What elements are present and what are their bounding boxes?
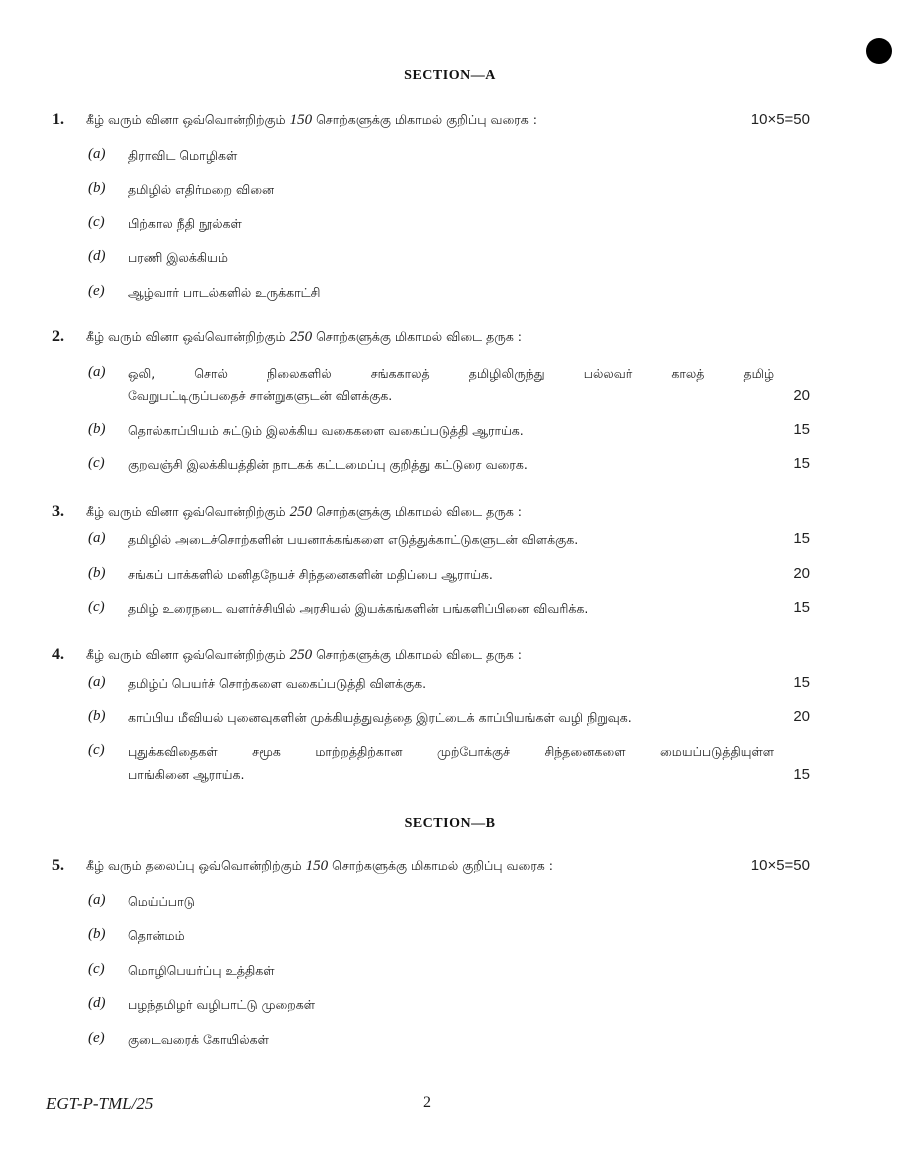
part-marks: 20	[793, 708, 810, 725]
instruction-post: சொற்களுக்கு மிகாமல் குறிப்பு வரைக :	[316, 112, 537, 127]
part-label: (a)	[88, 146, 106, 162]
part-text: குறவஞ்சி இலக்கியத்தின் நாடகக் கட்டமைப்பு குறித்து கட்டுரை வரைக.	[128, 457, 528, 472]
question-number: 2.	[52, 328, 64, 345]
part-text-line-2: வேறுபட்டிருப்பதைச் சான்றுகளுடன் விளக்குக.	[128, 388, 393, 403]
part-label: (a)	[88, 530, 106, 546]
question-marks: 10×5=50	[750, 857, 810, 874]
part-marks: 15	[793, 674, 810, 691]
part-text: தமிழில் அடைச்சொற்களின் பயனாக்கங்களை எடுத்துக்காட்டுகளுடன் விளக்குக.	[128, 532, 579, 547]
part-text-line-2: பாங்கினை ஆராய்க.	[128, 767, 245, 782]
part-text: குடைவரைக் கோயில்கள்	[128, 1032, 269, 1047]
part-label: (b)	[88, 565, 106, 581]
question-instruction	[86, 504, 522, 521]
part-marks: 15	[793, 455, 810, 472]
part-text: பிற்கால நீதி நூல்கள்	[128, 216, 242, 231]
part-text: மொழிபெயர்ப்பு உத்திகள்	[128, 963, 275, 978]
part-label: (b)	[88, 421, 106, 437]
question-instruction	[86, 329, 522, 346]
question-number: 5.	[52, 857, 64, 874]
instruction-pre: கீழ் வரும் வினா ஒவ்வொன்றிற்கும்	[86, 647, 286, 662]
part-label: (a)	[88, 364, 106, 380]
instruction-pre: கீழ் வரும் தலைப்பு ஒவ்வொன்றிற்கும்	[86, 858, 302, 873]
word-count: 250	[289, 504, 313, 520]
part-marks: 15	[793, 421, 810, 438]
part-label: (b)	[88, 180, 106, 196]
instruction-pre: கீழ் வரும் வினா ஒவ்வொன்றிற்கும்	[86, 329, 286, 344]
part-text: தொன்மம்	[128, 928, 185, 943]
instruction-post: சொற்களுக்கு மிகாமல் விடை தருக :	[316, 647, 522, 662]
part-label: (d)	[88, 248, 106, 264]
part-label: (e)	[88, 1030, 105, 1046]
instruction-post: சொற்களுக்கு மிகாமல் விடை தருக :	[316, 329, 522, 344]
question-marks: 10×5=50	[750, 111, 810, 128]
part-text: தமிழ்ப் பெயர்ச் சொற்களை வகைப்படுத்தி விளக்குக.	[128, 676, 427, 691]
question-number: 3.	[52, 503, 64, 520]
instruction-post: சொற்களுக்கு மிகாமல் குறிப்பு வரைக :	[332, 858, 553, 873]
part-text: தமிழில் எதிர்மறை வினை	[128, 182, 275, 197]
section-a-heading: SECTION—A	[404, 68, 496, 83]
part-label: (a)	[88, 892, 106, 908]
question-instruction	[86, 858, 553, 875]
part-label: (c)	[88, 455, 105, 471]
part-text: தமிழ் உரைநடை வளர்ச்சியில் அரசியல் இயக்கங்களின் பங்களிப்பினை விவரிக்க.	[128, 601, 589, 616]
word-count: 150	[289, 112, 313, 128]
part-text: ஆழ்வார் பாடல்களில் உருக்காட்சி	[128, 285, 321, 300]
section-b-heading: SECTION—B	[404, 816, 496, 831]
part-text: பரணி இலக்கியம்	[128, 250, 228, 265]
page-number: 2	[423, 1094, 431, 1111]
instruction-post: சொற்களுக்கு மிகாமல் விடை தருக :	[316, 504, 522, 519]
part-text: சங்கப் பாக்களில் மனிதநேயச் சிந்தனைகளின் மதிப்பை ஆராய்க.	[128, 567, 493, 582]
part-marks: 15	[793, 599, 810, 616]
part-marks: 15	[793, 530, 810, 547]
part-text: பழந்தமிழர் வழிபாட்டு முறைகள்	[128, 997, 316, 1012]
part-text: காப்பிய மீவியல் புனைவுகளின் முக்கியத்துவத்தை இரட்டைக் காப்பியங்கள் வழி நிறுவுக.	[128, 710, 632, 725]
part-label: (b)	[88, 708, 106, 724]
part-text-line-1: ஒலி, சொல் நிலைகளில் சங்ககாலத் தமிழிலிருந்து பல்லவர் காலத் தமிழ்	[128, 366, 774, 381]
instruction-pre: கீழ் வரும் வினா ஒவ்வொன்றிற்கும்	[86, 112, 286, 127]
part-marks: 20	[793, 565, 810, 582]
part-marks: 15	[793, 766, 810, 783]
part-label: (a)	[88, 674, 106, 690]
question-number: 1.	[52, 111, 64, 128]
part-marks: 20	[793, 387, 810, 404]
part-label: (c)	[88, 599, 105, 615]
question-instruction	[86, 647, 522, 664]
part-label: (c)	[88, 742, 105, 758]
part-label: (c)	[88, 961, 105, 977]
part-label: (b)	[88, 926, 106, 942]
part-label: (d)	[88, 995, 106, 1011]
word-count: 250	[289, 647, 313, 663]
paper-code: EGT-P-TML/25	[46, 1094, 154, 1113]
part-text: தொல்காப்பியம் சுட்டும் இலக்கிய வகைகளை வகைப்படுத்தி ஆராய்க.	[128, 423, 524, 438]
punch-hole	[866, 38, 892, 64]
question-number: 4.	[52, 646, 64, 663]
word-count: 150	[305, 858, 329, 874]
part-text-line-1: புதுக்கவிதைகள் சமூக மாற்றத்திற்கான முற்போக்குச் சிந்தனைகளை மையப்படுத்தியுள்ள	[128, 744, 774, 759]
part-text: திராவிட மொழிகள்	[128, 148, 238, 163]
part-label: (e)	[88, 283, 105, 299]
question-instruction	[86, 112, 537, 129]
part-label: (c)	[88, 214, 105, 230]
part-text: மெய்ப்பாடு	[128, 894, 195, 909]
word-count: 250	[289, 329, 313, 345]
instruction-pre: கீழ் வரும் வினா ஒவ்வொன்றிற்கும்	[86, 504, 286, 519]
